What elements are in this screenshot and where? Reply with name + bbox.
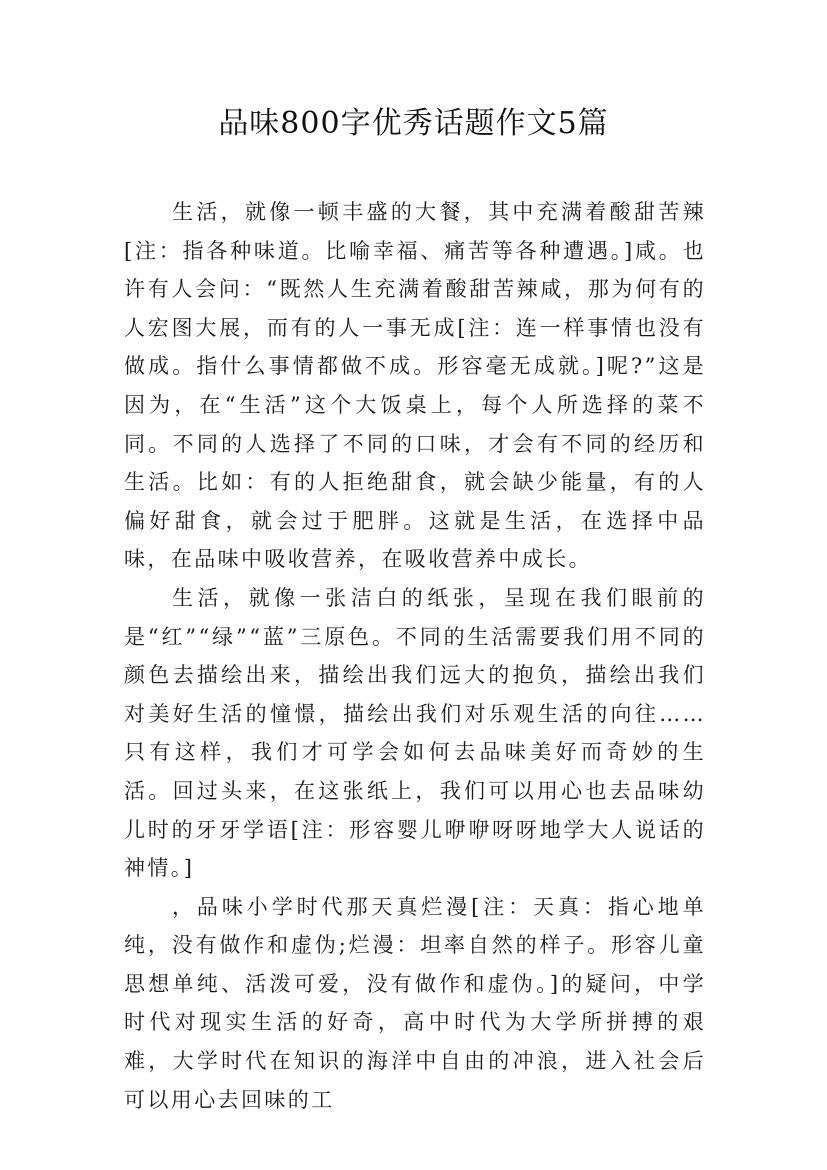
paragraph-3: ，品味小学时代那天真烂漫[注：天真：指心地单纯，没有做作和虚伪;烂漫：坦率自然的样子。形容儿童思想单纯、活泼可爱，没有做作和虚伪。]的疑问，中学时代对现实生活的好奇，高中时代为大学所拼搏的艰难，大学时代在知识的海洋中自由的冲浪，进入社会后可以用心去回味的工 xyxy=(124,894,706,1112)
paragraph-2: 生活，就像一张洁白的纸张，呈现在我们眼前的是“红”“绿”“蓝”三原色。不同的生活需要我们用不同的颜色去描绘出来，描绘出我们远大的抱负，描绘出我们对美好生活的憧憬，描绘出我们对乐观生活的向往……只有这样，我们才可学会如何去品味美好而奇妙的生活。回过头来，在这张纸上，我们可以用心也去品味幼儿时的牙牙学语[注：形容婴儿咿咿呀呀地学大人说话的神情。] xyxy=(124,585,706,881)
document-body xyxy=(124,193,706,1119)
document-title: 品味800字优秀话题作文5篇 xyxy=(218,106,609,141)
paragraph-1: 生活，就像一顿丰盛的大餐，其中充满着酸甜苦辣[注：指各种味道。比喻幸福、痛苦等各种遭遇。]咸。也许有人会问：“既然人生充满着酸甜苦辣咸，那为何有的人宏图大展，而有的人一事无成[注：连一样事情也没有做成。指什么事情都做不成。形容毫无成就。]呢?”这是因为，在“生活”这个大饭桌上，每个人所选择的菜不同。不同的人选择了不同的口味，才会有不同的经历和生活。比如：有的人拒绝甜食，就会缺少能量，有的人偏好甜食，就会过于肥胖。这就是生活，在选择中品味，在品味中吸收营养，在吸收营养中成长。 xyxy=(124,200,706,572)
